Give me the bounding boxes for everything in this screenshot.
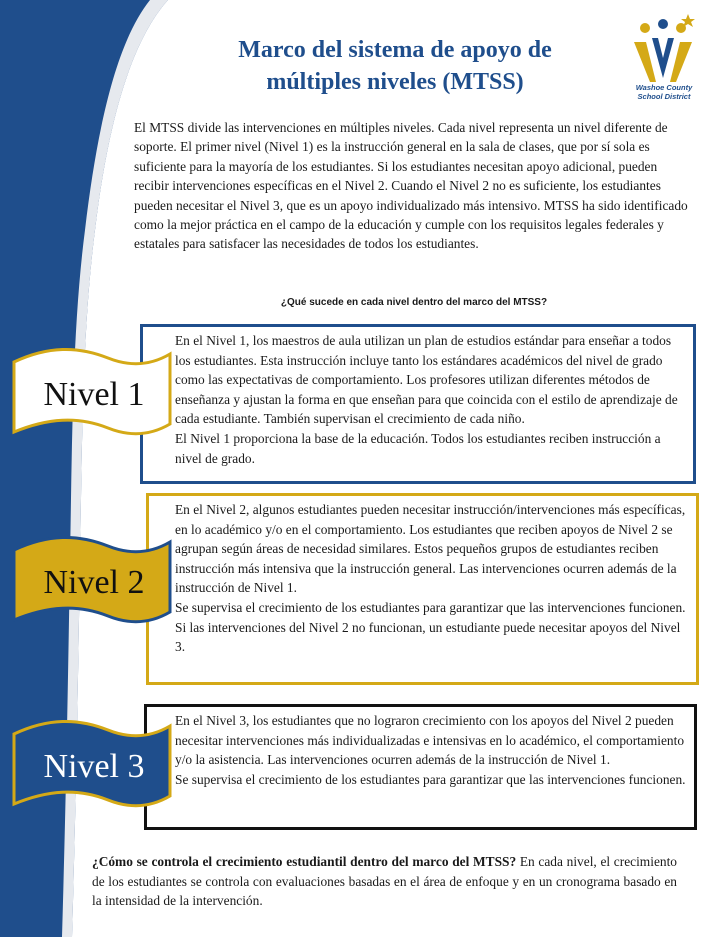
closing-question: ¿Cómo se controla el crecimiento estudiantil dentro del marco del MTSS? xyxy=(92,854,517,869)
tier-1-paragraph: En el Nivel 1, los maestros de aula utilizan un plan de estudios estándar para enseñar a todos los estudiantes. Esta instrucción incluye tanto los estándares académicos del nivel de grado como las expectativas de comportamiento. Los profesores utilizan diferentes métodos de enseñanza y ajustan la forma en que enseñan para que coincida con el estilo de aprendizaje de cada estudiante. También supervisan el crecimiento de cada niño. xyxy=(175,333,678,427)
title-line-1: Marco del sistema de apoyo de xyxy=(238,37,552,63)
tier-1-box xyxy=(140,324,696,484)
logo-text xyxy=(624,83,704,101)
tier-3-banner xyxy=(8,712,178,822)
tier-3-paragraph: En el Nivel 3, los estudiantes que no lograron crecimiento con los apoyos del Nivel 2 pueden necesitar intervenciones más individualizadas e intensivas en lo académico, el comportamiento y/o la asistencia. Las intervenciones ocurren además de la instrucción de Nivel 1. xyxy=(175,713,685,768)
title-line-2: múltiples niveles (MTSS) xyxy=(266,69,524,95)
closing-paragraph xyxy=(92,852,677,911)
tier-2-label: Nivel 2 xyxy=(43,564,145,601)
tier-1-paragraph: El Nivel 1 proporciona la base de la educación. Todos los estudiantes reciben instrucción a nivel de grado. xyxy=(175,430,661,466)
tier-2-box xyxy=(146,493,699,685)
tier-3-box xyxy=(144,704,697,830)
tier-2-banner xyxy=(8,528,178,638)
tier-2-paragraph: Se supervisa el crecimiento de los estudiantes para garantizar que las intervenciones funcionen. xyxy=(175,599,686,615)
section-question: ¿Qué sucede en cada nivel dentro del marco del MTSS? xyxy=(280,297,548,308)
intro-paragraph: El MTSS divide las intervenciones en múltiples niveles. Cada nivel representa un nivel diferente de soporte. El primer nivel (Nivel 1) es la instrucción general en la sala de clases, que por sí sola es suficiente para la mayoría de los estudiantes. Si los estudiantes necesitan apoyo adicional, pueden recibir intervenciones específicas en el Nivel 2. Cuando el Nivel 2 no es suficiente, los estudiantes pueden necesitar el Nivel 3, que es un apoyo individualizado más intensivo. MTSS ha sido identificado como la mejor práctica en el campo de la educación y cumple con los requisitos legales federales y estatales para satisfacer las necesidades de todos los estudiantes. xyxy=(134,120,688,252)
tier-3-paragraph: Se supervisa el crecimiento de los estudiantes para garantizar que las intervenciones funcionen. xyxy=(175,771,686,787)
closing-answer: En cada nivel, el crecimiento de los estudiantes se controla con evaluaciones basadas en el área de enfoque y en un cronograma basado en la intensidad de la intervención. xyxy=(92,854,677,909)
tier-2-paragraph: Si las intervenciones del Nivel 2 no funcionan, un estudiante puede necesitar apoyos del Nivel 3. xyxy=(175,619,681,655)
tier-1-banner xyxy=(8,340,178,450)
tier-1-label: Nivel 1 xyxy=(43,376,145,413)
tier-3-label: Nivel 3 xyxy=(43,748,145,785)
tier-2-paragraph: En el Nivel 2, algunos estudiantes pueden necesitar instrucción/intervenciones más específicas, en lo académico y/o en el comportamiento. Los estudiantes que reciben apoyos de Nivel 2 se agrupan según áreas de necesidad similares. Estos pequeños grupos de estudiantes reciben instrucción más intensiva que la instrucción general. Las intervenciones ocurren además de la instrucción de Nivel 1. xyxy=(175,502,686,596)
page-title xyxy=(205,34,585,98)
logo-name-line-2: School District xyxy=(637,92,691,101)
logo-name-line-1: Washoe County xyxy=(635,83,693,92)
